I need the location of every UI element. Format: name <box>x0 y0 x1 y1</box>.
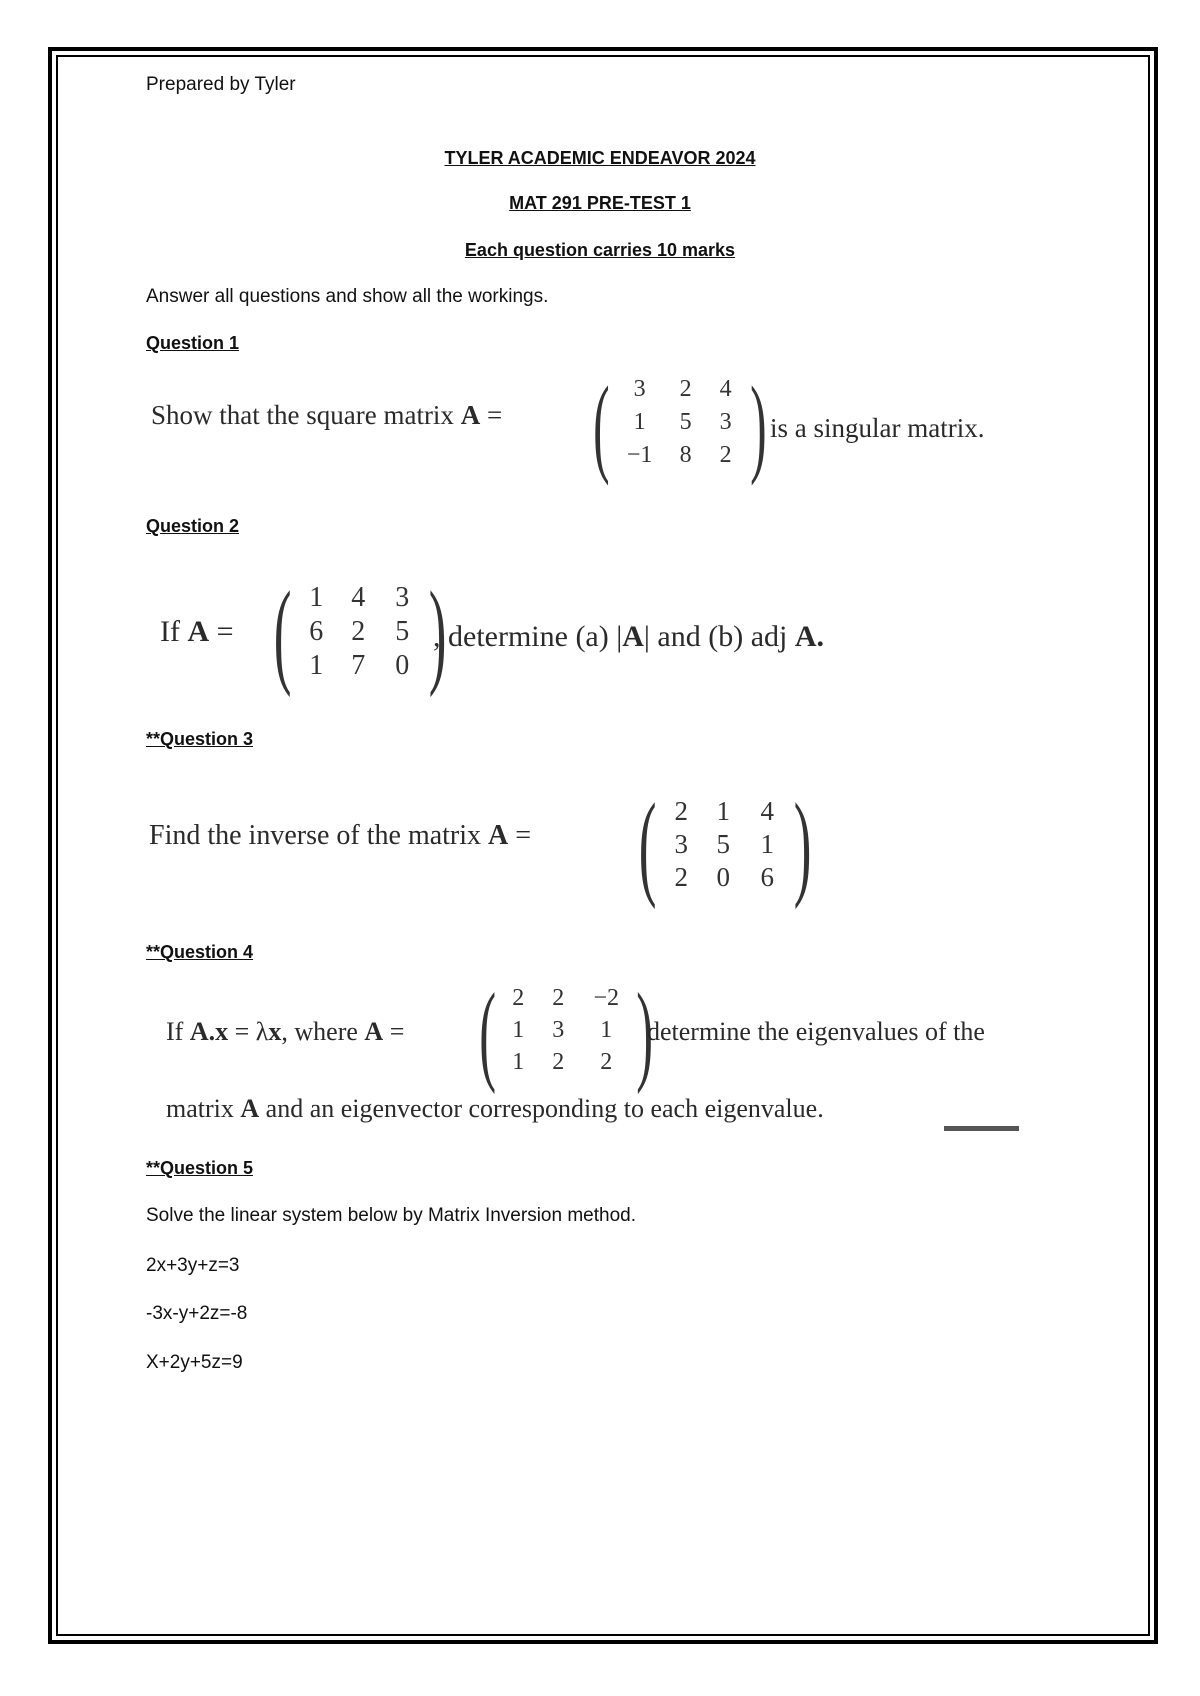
q2-matrix-cell: 1 <box>309 582 324 613</box>
question-4-heading: **Question 4 <box>146 942 254 962</box>
q1-matrix-cell: 8 <box>679 441 692 468</box>
equation-2: -3x-y+2z=-8 <box>146 1303 248 1324</box>
q1-matrix-cell: 2 <box>719 441 732 468</box>
equation-1: 2x+3y+z=3 <box>146 1255 240 1276</box>
q3-matrix-cell: 2 <box>674 861 689 892</box>
title-academic-endeavor: TYLER ACADEMIC ENDEAVOR 2024 <box>444 148 756 168</box>
question-4-post: determine the eigenvalues of the <box>647 1017 985 1046</box>
q3-matrix-cell: 0 <box>716 861 731 892</box>
q2-matrix-cell: 2 <box>351 616 366 647</box>
instructions: Answer all questions and show all the workings. <box>146 286 549 307</box>
q4-matrix-cell: 2 <box>552 984 565 1011</box>
q2-matrix-grid <box>296 582 424 684</box>
q4-matrix-grid <box>500 985 632 1081</box>
q2-matrix-cell: 7 <box>351 650 366 681</box>
q1-matrix-cell: 3 <box>633 375 646 402</box>
q3-matrix-cell: 6 <box>760 861 775 892</box>
q2-matrix-cell: 1 <box>309 650 324 681</box>
q1-matrix-cell: 4 <box>719 375 732 402</box>
q3-matrix-cell: 5 <box>716 828 731 859</box>
q4-matrix-cell: 2 <box>552 1048 565 1075</box>
q1-matrix-cell: 5 <box>679 408 692 435</box>
question-5-text: Solve the linear system below by Matrix Inversion method. <box>146 1205 636 1226</box>
question-4-line1: If A.x = λx, where A = <box>166 1017 405 1046</box>
q3-matrix-cell: 1 <box>760 828 775 859</box>
question-2-heading: Question 2 <box>146 516 240 536</box>
q2-matrix-cell: 3 <box>395 582 410 613</box>
question-2-pre: If A = <box>160 615 234 648</box>
question-3-matrix: ( 2 1 4 3 5 1 2 0 6 ) <box>638 779 812 910</box>
q3-matrix-cell: 3 <box>674 828 689 859</box>
question-2-post: , determine (a) |A| and (b) adj A. <box>433 620 825 653</box>
q1-matrix-grid <box>614 376 746 475</box>
prepared-by: Prepared by Tyler <box>146 74 296 95</box>
q1-matrix-cell: −1 <box>626 441 653 468</box>
question-1-matrix: ( 3 2 4 1 5 3 −1 8 2 ) <box>593 364 767 486</box>
q4-matrix-cell: 3 <box>552 1016 565 1043</box>
equation-3: X+2y+5z=9 <box>146 1352 243 1373</box>
title-marks: Each question carries 10 marks <box>464 240 736 260</box>
q4-matrix-cell: 2 <box>512 984 525 1011</box>
question-3-text: Find the inverse of the matrix A = <box>149 820 532 851</box>
question-2-matrix: ( 1 4 3 6 2 5 1 7 0 ) <box>273 567 447 698</box>
q1-matrix-cell: 1 <box>633 408 646 435</box>
q3-matrix-cell: 2 <box>674 795 689 826</box>
question-1-post: is a singular matrix. <box>770 413 985 443</box>
question-1-heading: Question 1 <box>146 333 240 353</box>
question-5-heading: **Question 5 <box>146 1158 254 1178</box>
q1-pre: Show that the square matrix <box>151 400 454 430</box>
q3-matrix-cell: 1 <box>716 795 731 826</box>
q1-var: A <box>460 400 481 430</box>
title-pretest: MAT 291 PRE-TEST 1 <box>509 193 691 213</box>
q1-matrix-cell: 2 <box>679 375 692 402</box>
q2-matrix-cell: 5 <box>395 616 410 647</box>
scan-smudge <box>944 1126 1019 1131</box>
q4-matrix-cell: 1 <box>512 1016 525 1043</box>
q3-matrix-cell: 4 <box>760 795 775 826</box>
q4-matrix-cell: 2 <box>600 1048 613 1075</box>
q1-matrix-cell: 3 <box>719 408 732 435</box>
q2-matrix-cell: 0 <box>395 650 410 681</box>
question-3-heading: **Question 3 <box>146 729 254 749</box>
question-4-line2: matrix A and an eigenvector corresponding to each eigenvalue. <box>166 1094 824 1123</box>
q3-matrix-grid <box>661 796 789 895</box>
q2-matrix-cell: 6 <box>309 616 324 647</box>
q4-matrix-cell: −2 <box>593 984 620 1011</box>
q4-matrix-cell: 1 <box>600 1016 613 1043</box>
question-4-matrix: ( 2 2 −2 1 3 1 1 2 2 ) <box>479 970 654 1095</box>
q2-matrix-cell: 4 <box>351 582 366 613</box>
question-1-text: Show that the square matrix A = <box>151 400 503 430</box>
q4-matrix-cell: 1 <box>512 1048 525 1075</box>
